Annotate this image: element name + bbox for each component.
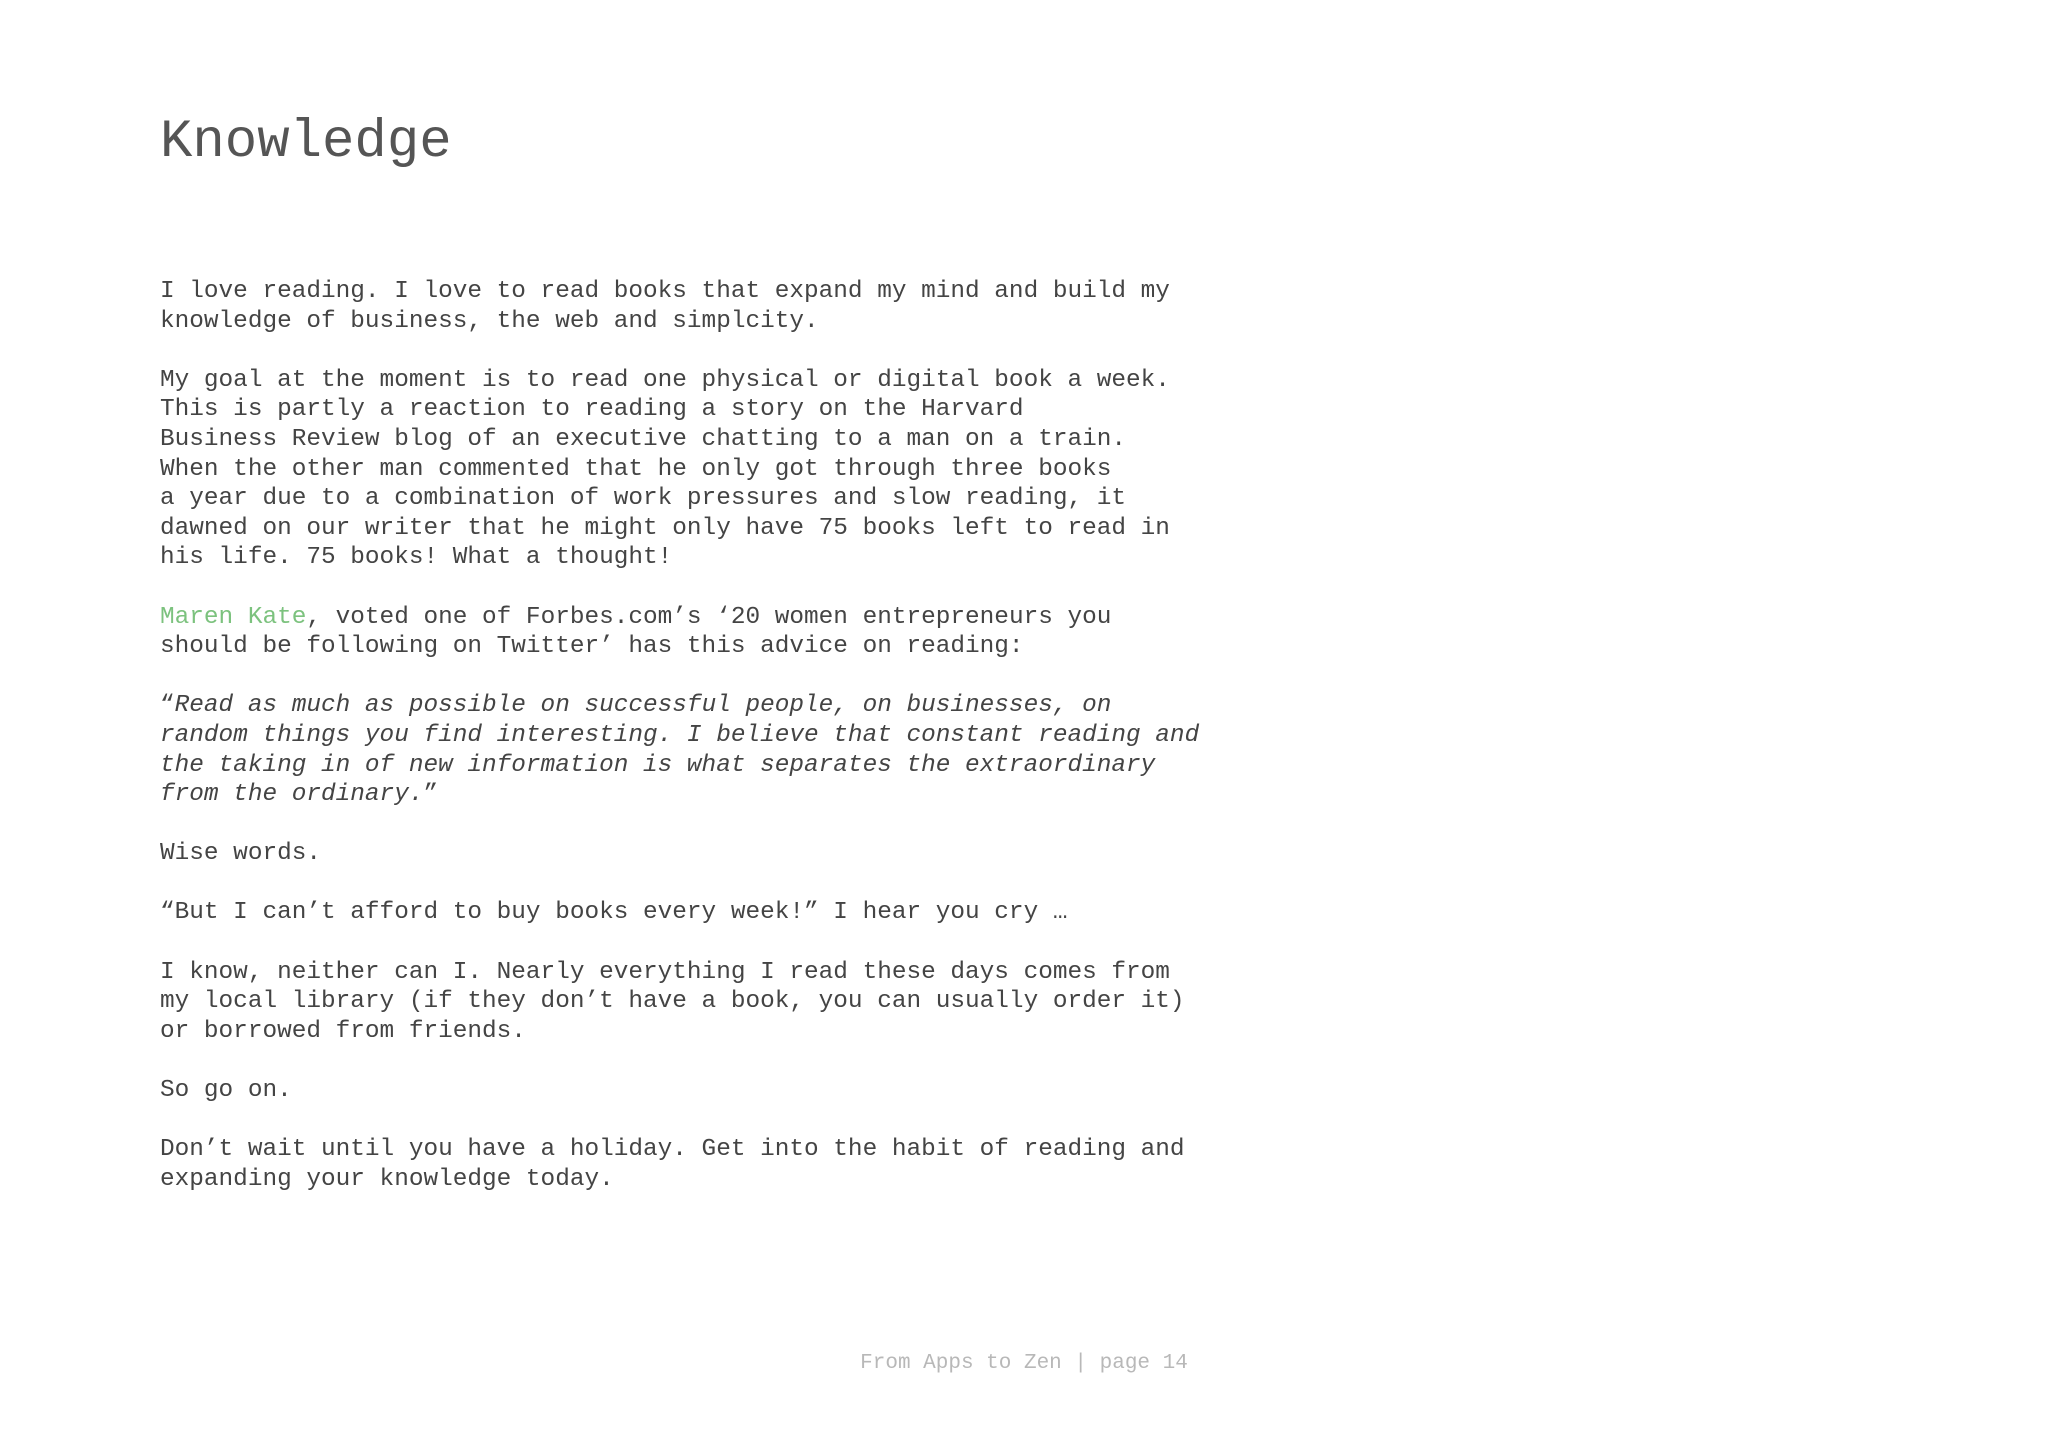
text-line: his life. 75 books! What a thought! bbox=[160, 544, 673, 572]
paragraph-wise-words bbox=[160, 839, 1260, 869]
quote-text: from the ordinary. bbox=[160, 781, 424, 809]
maren-kate-link[interactable]: Maren Kate bbox=[160, 603, 307, 631]
text-line: or borrowed from friends. bbox=[160, 1017, 526, 1045]
paragraph-maren-kate bbox=[160, 603, 1260, 662]
text-line: My goal at the moment is to read one physical or digital book a week. bbox=[160, 366, 1170, 394]
text-line: my local library (if they don’t have a book, you can usually order it) bbox=[160, 988, 1185, 1016]
text-line: Don’t wait until you have a holiday. Get into the habit of reading and bbox=[160, 1136, 1185, 1164]
page-title: Knowledge bbox=[160, 112, 452, 173]
text-line: I love reading. I love to read books that expand my mind and build my bbox=[160, 278, 1170, 305]
quote-text: Read as much as possible on successful people, on businesses, on bbox=[174, 692, 1112, 720]
text-line: dawned on our writer that he might only have 75 books left to read in bbox=[160, 514, 1170, 542]
paragraph-cant-afford bbox=[160, 898, 1260, 928]
quote-line bbox=[160, 691, 1260, 721]
open-quote-mark: “ bbox=[160, 692, 175, 720]
paragraph-intro bbox=[160, 277, 1260, 336]
text-line: should be following on Twitter’ has this advice on reading: bbox=[160, 633, 1024, 661]
text-line: expanding your knowledge today. bbox=[160, 1165, 614, 1193]
page-footer bbox=[0, 1350, 2048, 1378]
text-line: “But I can’t afford to buy books every week!” I hear you cry … bbox=[160, 899, 1068, 927]
text-line: knowledge of business, the web and simplcity. bbox=[160, 307, 819, 335]
text-line: a year due to a combination of work pressures and slow reading, it bbox=[160, 485, 1127, 513]
footer-separator: | bbox=[1061, 1352, 1100, 1375]
footer-book-title: From Apps to Zen bbox=[860, 1352, 1062, 1375]
quote-line bbox=[160, 780, 1260, 810]
text-line: This is partly a reaction to reading a story on the Harvard bbox=[160, 396, 1024, 424]
quote-line: the taking in of new information is what separates the extraordinary bbox=[160, 751, 1156, 779]
paragraph-library bbox=[160, 958, 1260, 1047]
text-line: I know, neither can I. Nearly everything I read these days comes from bbox=[160, 958, 1170, 986]
text-segment: , voted one of Forbes.com’s ‘20 women entrepreneurs you bbox=[306, 603, 1112, 631]
footer-page-number: page 14 bbox=[1099, 1352, 1188, 1375]
text-line: So go on. bbox=[160, 1077, 292, 1105]
paragraph-go-on bbox=[160, 1076, 1260, 1106]
text-line bbox=[160, 603, 1260, 633]
text-line: Wise words. bbox=[160, 840, 322, 868]
block-quote bbox=[160, 691, 1260, 809]
article-body bbox=[160, 277, 1260, 1224]
close-quote-mark: ” bbox=[423, 781, 439, 809]
paragraph-goal bbox=[160, 366, 1260, 573]
text-line: When the other man commented that he only got through three books bbox=[160, 455, 1112, 483]
text-line: Business Review blog of an executive chatting to a man on a train. bbox=[160, 425, 1127, 453]
paragraph-closing bbox=[160, 1135, 1260, 1194]
quote-line: random things you find interesting. I believe that constant reading and bbox=[160, 721, 1200, 749]
